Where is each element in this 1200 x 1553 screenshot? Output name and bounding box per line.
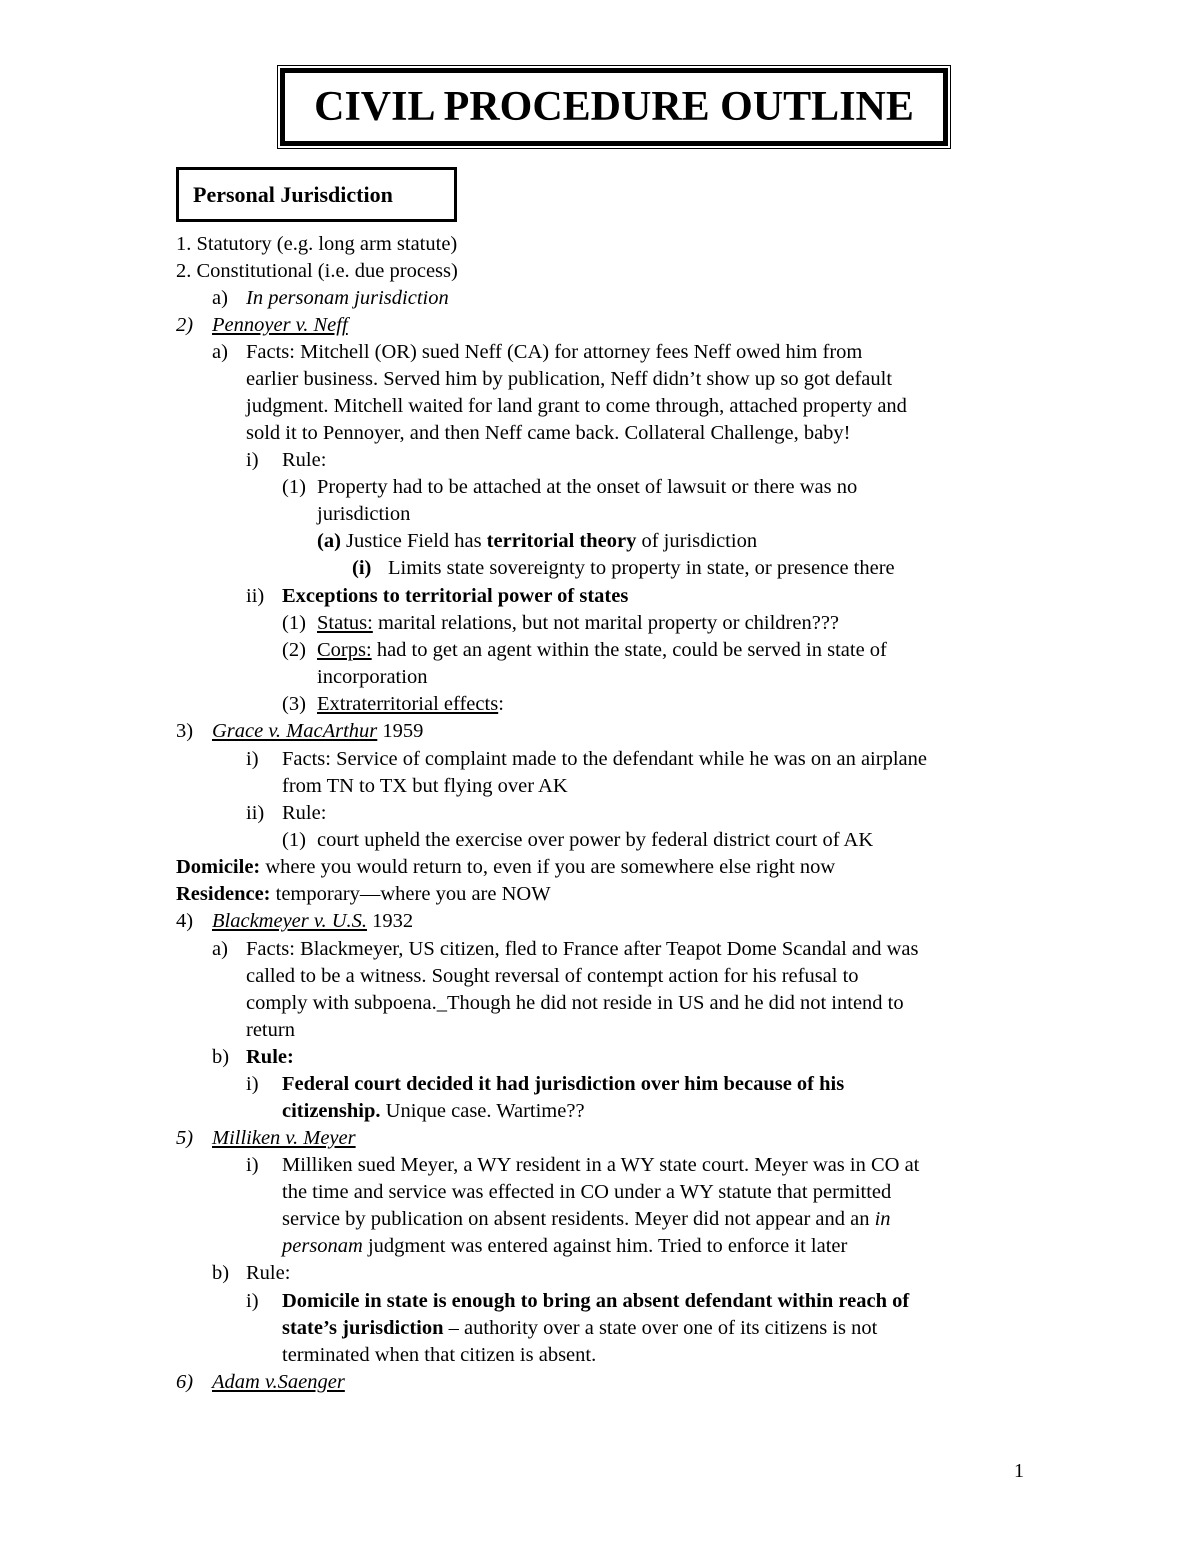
document-title: CIVIL PROCEDURE OUTLINE bbox=[280, 68, 948, 146]
outline-line bbox=[282, 1098, 585, 1125]
text-run: judgment was entered against him. Tried to enforce it later bbox=[362, 1235, 848, 1257]
italic-text: in bbox=[874, 1208, 891, 1230]
text-run: 1959 bbox=[377, 720, 424, 742]
outline-marker: 3) bbox=[176, 720, 194, 742]
outline-line: sold it to Pennoyer, and then Neff came back. Collateral Challenge, baby! bbox=[246, 422, 851, 444]
outline-marker: (a) bbox=[317, 530, 341, 552]
text-run: – authority over a state over one of its citizens is not bbox=[443, 1317, 878, 1339]
outline-line: Rule: bbox=[246, 1262, 291, 1284]
outline-marker: b) bbox=[212, 1262, 230, 1284]
underlined-text: Corps: bbox=[317, 639, 372, 661]
outline-line: In personam jurisdiction bbox=[246, 287, 449, 309]
outline-marker: (3) bbox=[282, 693, 306, 715]
underlined-text: Status: bbox=[317, 612, 373, 634]
outline-line bbox=[282, 1233, 847, 1260]
outline-marker: ii) bbox=[246, 585, 265, 607]
text-run: where you would return to, even if you are somewhere else right now bbox=[260, 856, 836, 878]
text-run: Justice Field has bbox=[346, 530, 487, 552]
outline-marker: a) bbox=[212, 341, 228, 363]
outline-marker: 5) bbox=[176, 1127, 194, 1149]
text-run: had to get an agent within the state, could be served in state of bbox=[371, 639, 887, 661]
text-run: temporary—where you are NOW bbox=[270, 883, 551, 905]
outline-line: Property had to be attached at the onset of lawsuit or there was no bbox=[317, 476, 858, 498]
outline-line bbox=[212, 908, 413, 935]
outline-line: Limits state sovereignty to property in state, or presence there bbox=[388, 557, 895, 579]
case-title: Adam v.Saenger bbox=[212, 1371, 345, 1393]
outline-line bbox=[317, 691, 504, 718]
text-run: of jurisdiction bbox=[636, 530, 758, 552]
outline-line bbox=[282, 1315, 877, 1342]
outline-marker: 2) bbox=[176, 314, 194, 336]
underlined-text: Extraterritorial effects bbox=[317, 693, 499, 715]
outline-line bbox=[317, 610, 839, 637]
bold-text: territorial theory bbox=[486, 530, 637, 552]
outline-marker: ii) bbox=[246, 802, 265, 824]
outline-marker: a) bbox=[212, 938, 228, 960]
outline-marker: 6) bbox=[176, 1371, 194, 1393]
outline-marker: i) bbox=[246, 748, 259, 770]
outline-line: Exceptions to territorial power of states bbox=[282, 585, 629, 607]
outline-line: comply with subpoena._Though he did not reside in US and he did not intend to bbox=[246, 992, 904, 1014]
outline-line: incorporation bbox=[317, 666, 428, 688]
outline-marker: i) bbox=[246, 1154, 259, 1176]
outline-marker: (2) bbox=[282, 639, 306, 661]
outline-line: Milliken sued Meyer, a WY resident in a WY state court. Meyer was in CO at bbox=[282, 1154, 920, 1176]
outline-marker: a) bbox=[212, 287, 228, 309]
term: Domicile: bbox=[176, 856, 261, 878]
outline-line bbox=[282, 1206, 891, 1233]
outline-line: terminated when that citizen is absent. bbox=[282, 1344, 597, 1366]
outline-marker: 4) bbox=[176, 910, 194, 932]
text-run: : bbox=[498, 693, 504, 715]
outline-line: earlier business. Served him by publication, Neff didn’t show up so got default bbox=[246, 368, 893, 390]
outline-marker: i) bbox=[246, 449, 259, 471]
outline-line: Rule: bbox=[282, 802, 327, 824]
outline-line bbox=[317, 528, 757, 555]
outline-line bbox=[317, 637, 887, 664]
outline-line: Domicile in state is enough to bring an absent defendant within reach of bbox=[282, 1290, 910, 1312]
bold-text: state’s jurisdiction bbox=[282, 1317, 444, 1339]
outline-marker: (1) bbox=[282, 829, 306, 851]
outline-line: Federal court decided it had jurisdiction over him because of his bbox=[282, 1073, 845, 1095]
outline-line: 2. Constitutional (i.e. due process) bbox=[176, 260, 458, 282]
outline-line: 1. Statutory (e.g. long arm statute) bbox=[176, 233, 458, 255]
outline-line: Rule: bbox=[282, 449, 327, 471]
outline-line: judgment. Mitchell waited for land grant to come through, attached property and bbox=[246, 395, 907, 417]
text-run: marital relations, but not marital property or children??? bbox=[372, 612, 840, 634]
outline-line: court upheld the exercise over power by federal district court of AK bbox=[317, 829, 874, 851]
outline-line: Facts: Mitchell (OR) sued Neff (CA) for attorney fees Neff owed him from bbox=[246, 341, 863, 363]
case-title: Milliken v. Meyer bbox=[212, 1127, 356, 1149]
italic-text: personam bbox=[282, 1235, 363, 1257]
outline-line: return bbox=[246, 1019, 295, 1041]
outline-line: called to be a witness. Sought reversal of contempt action for his refusal to bbox=[246, 965, 859, 987]
text-run: 1932 bbox=[367, 910, 414, 932]
bold-text: citizenship. bbox=[282, 1100, 381, 1122]
outline-line: Facts: Service of complaint made to the defendant while he was on an airplane bbox=[282, 748, 927, 770]
definition-line bbox=[176, 854, 835, 881]
case-title: Blackmeyer v. U.S. bbox=[212, 910, 368, 932]
definition-line bbox=[176, 881, 551, 908]
outline-line: Rule: bbox=[246, 1046, 294, 1068]
outline-line: Facts: Blackmeyer, US citizen, fled to France after Teapot Dome Scandal and was bbox=[246, 938, 919, 960]
term: Residence: bbox=[176, 883, 271, 905]
section-heading: Personal Jurisdiction bbox=[176, 167, 457, 222]
outline-marker: i) bbox=[246, 1290, 259, 1312]
outline-marker: i) bbox=[246, 1073, 259, 1095]
outline-line: jurisdiction bbox=[317, 503, 411, 525]
page-number: 1 bbox=[1014, 1460, 1024, 1482]
outline-marker: (i) bbox=[352, 557, 372, 579]
text-run: Unique case. Wartime?? bbox=[380, 1100, 585, 1122]
outline-marker: (1) bbox=[282, 612, 306, 634]
outline-marker: b) bbox=[212, 1046, 230, 1068]
outline-line: the time and service was effected in CO under a WY statute that permitted bbox=[282, 1181, 892, 1203]
case-title: Pennoyer v. Neff bbox=[212, 314, 348, 336]
case-title: Grace v. MacArthur bbox=[212, 720, 378, 742]
text-run: service by publication on absent residents. Meyer did not appear and an bbox=[282, 1208, 875, 1230]
outline-line bbox=[212, 718, 423, 745]
outline-line: from TN to TX but flying over AK bbox=[282, 775, 568, 797]
outline-marker: (1) bbox=[282, 476, 306, 498]
